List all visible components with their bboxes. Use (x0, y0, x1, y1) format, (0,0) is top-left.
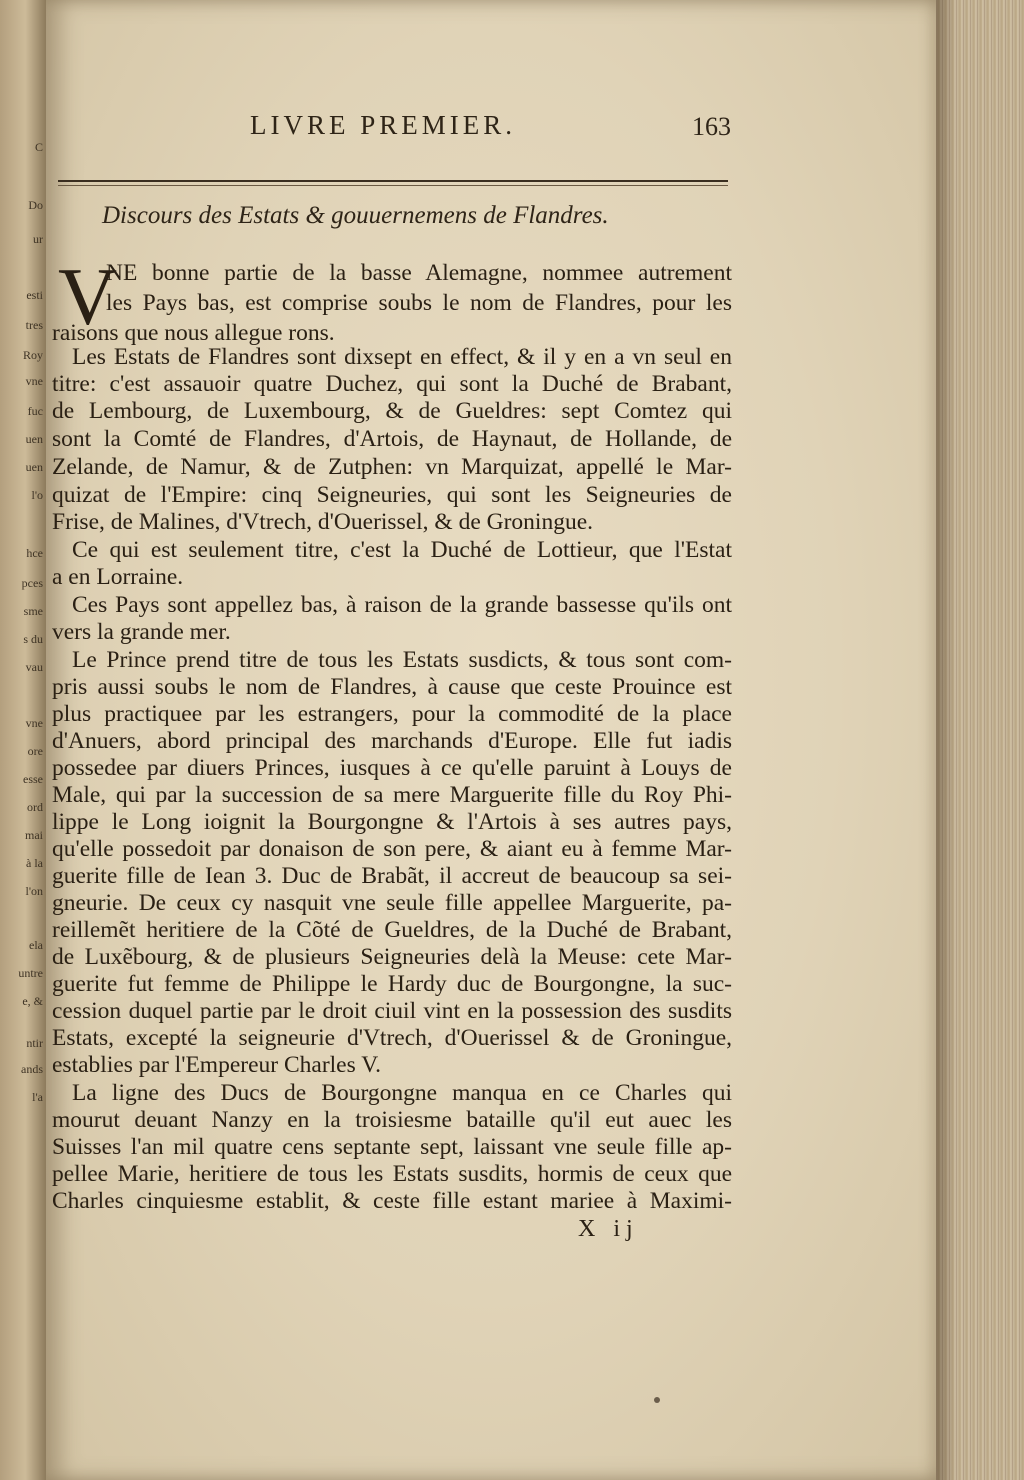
previous-page-fragment: vne (25, 716, 43, 730)
section-title: Discours des Estats & gouuernemens de Flandres. (102, 202, 609, 229)
text-line: vers la grande mer. (52, 619, 231, 645)
previous-page-fragment: tres (25, 318, 43, 332)
text-line: lippe le Long ioignit la Bourgongne & l'Artois à ses autres pays, (52, 809, 732, 835)
text-line: titre: c'est assauoir quatre Duchez, qui sont la Duché de Brabant, (52, 371, 732, 397)
previous-page-fragment: C (34, 140, 43, 154)
text-line: raisons que nous allegue rons. (52, 320, 335, 346)
book-page (46, 0, 936, 1480)
previous-page-fragment: untre (18, 966, 43, 980)
previous-page-fragment: vau (25, 660, 43, 674)
page-edge-shadow (936, 0, 956, 1480)
text-line: possedee par diuers Princes, iusques à ce qu'elle paruint à Louys de (52, 755, 732, 781)
text-line: Le Prince prend titre de tous les Estats susdicts, & tous sont com- (72, 647, 732, 673)
text-line: a en Lorraine. (52, 564, 184, 590)
text-line: establies par l'Empereur Charles V. (52, 1052, 382, 1078)
text-line: d'Anuers, abord principal des marchands d'Europe. Elle fut iadis (52, 728, 732, 754)
text-line: guerite fut femme de Philippe le Hardy duc de Bourgongne, la suc- (52, 971, 732, 997)
text-line: de Luxẽbourg, & de plusieurs Seigneuries delà la Meuse: cete Mar- (52, 944, 732, 970)
text-line: La ligne des Ducs de Bourgongne manqua en ce Charles qui (72, 1080, 732, 1106)
previous-page-fragment: à la (26, 856, 43, 870)
text-line: Frise, de Malines, d'Vtrech, d'Ouerissel, & de Groningue. (52, 509, 594, 535)
previous-page-edge (0, 0, 48, 1480)
text-line: plus practiquee par les estrangers, pour la commodité de la place (52, 701, 732, 727)
previous-page-fragment: Roy (22, 348, 43, 362)
text-line: NE bonne partie de la basse Alemagne, nommee autrement (106, 260, 732, 286)
previous-page-fragment: ands (21, 1062, 43, 1076)
previous-page-fragment: pces (21, 576, 43, 590)
drop-cap: V (58, 251, 118, 342)
text-line: quizat de l'Empire: cinq Seigneuries, qui sont les Seigneuries de (52, 482, 732, 508)
previous-page-fragment: l'a (32, 1090, 43, 1104)
text-line: mourut deuant Nanzy en la troisiesme bataille qu'il eut auec les (52, 1107, 732, 1133)
previous-page-fragment: sme (23, 604, 43, 618)
previous-page-fragment: uen (25, 460, 43, 474)
previous-page-fragment: esti (26, 288, 43, 302)
previous-page-fragment: l'o (31, 488, 43, 502)
text-line: cession duquel partie par le droit ciuil vint en la possession des susdits (52, 998, 732, 1024)
signature-mark: X ij (578, 1216, 639, 1242)
text-line: sont la Comté de Flandres, d'Artois, de Haynaut, de Hollande, de (52, 426, 732, 452)
header-rule (58, 180, 728, 182)
previous-page-fragment: ur (33, 232, 43, 246)
previous-page-fragment: e, & (22, 994, 43, 1008)
text-line: Ces Pays sont appellez bas, à raison de la grande bassesse qu'ils ont (72, 592, 732, 618)
text-line: Zelande, de Namur, & de Zutphen: vn Marquizat, appellé le Mar- (52, 454, 732, 480)
text-line: Ce qui est seulement titre, c'est la Duché de Lottieur, que l'Estat (72, 537, 732, 563)
text-line: Estats, excepté la seigneurie d'Vtrech, d'Ouerissel & de Groningue, (52, 1025, 732, 1051)
previous-page-fragment: s du (23, 632, 43, 646)
previous-page-fragment: mai (25, 828, 43, 842)
previous-page-fragment: l'on (25, 884, 43, 898)
text-line: Male, qui par la succession de sa mere Marguerite fille du Roy Phi- (52, 782, 732, 808)
text-line: gneurie. De ceux cy nasquit vne seule fille appellee Marguerite, pa- (52, 890, 732, 916)
previous-page-fragment: ntir (26, 1036, 43, 1050)
text-line: Suisses l'an mil quatre cens septante sept, laissant vne seule fille ap- (52, 1134, 732, 1160)
running-head: LIVRE PREMIER. (250, 110, 517, 140)
previous-page-fragment: ela (29, 938, 43, 952)
text-line: guerite fille de Iean 3. Duc de Brabãt, il accreut de beaucoup sa sei- (52, 863, 732, 889)
ink-spot (654, 1397, 660, 1403)
text-line: pellee Marie, heritiere de tous les Estats susdits, hormis de ceux que (52, 1161, 732, 1187)
previous-page-fragment: fuc (27, 404, 43, 418)
previous-page-fragment: Do (28, 198, 43, 212)
previous-page-fragment: ore (27, 744, 43, 758)
previous-page-fragment: esse (23, 772, 43, 786)
previous-page-fragment: hce (26, 546, 43, 560)
previous-page-fragment: ord (27, 800, 43, 814)
previous-page-fragment: uen (25, 432, 43, 446)
folio-number: 163 (692, 112, 731, 141)
text-line: de Lembourg, de Luxembourg, & de Gueldres: sept Comtez qui (52, 398, 732, 424)
previous-page-fragment: vne (25, 374, 43, 388)
header-rule-thin (58, 185, 728, 186)
text-line: Les Estats de Flandres sont dixsept en effect, & il y en a vn seul en (72, 344, 732, 370)
text-line: Charles cinquiesme establit, & ceste fille estant mariee à Maximi- (52, 1188, 732, 1214)
text-line: reillemẽt heritiere de la Cõté de Gueldres, de la Duché de Brabant, (52, 917, 732, 943)
text-line: pris aussi soubs le nom de Flandres, à cause que ceste Prouince est (52, 674, 732, 700)
text-line: les Pays bas, est comprise soubs le nom de Flandres, pour les (106, 290, 732, 316)
text-line: qu'elle possedoit par donaison de son pere, & aiant eu à femme Mar- (52, 836, 732, 862)
